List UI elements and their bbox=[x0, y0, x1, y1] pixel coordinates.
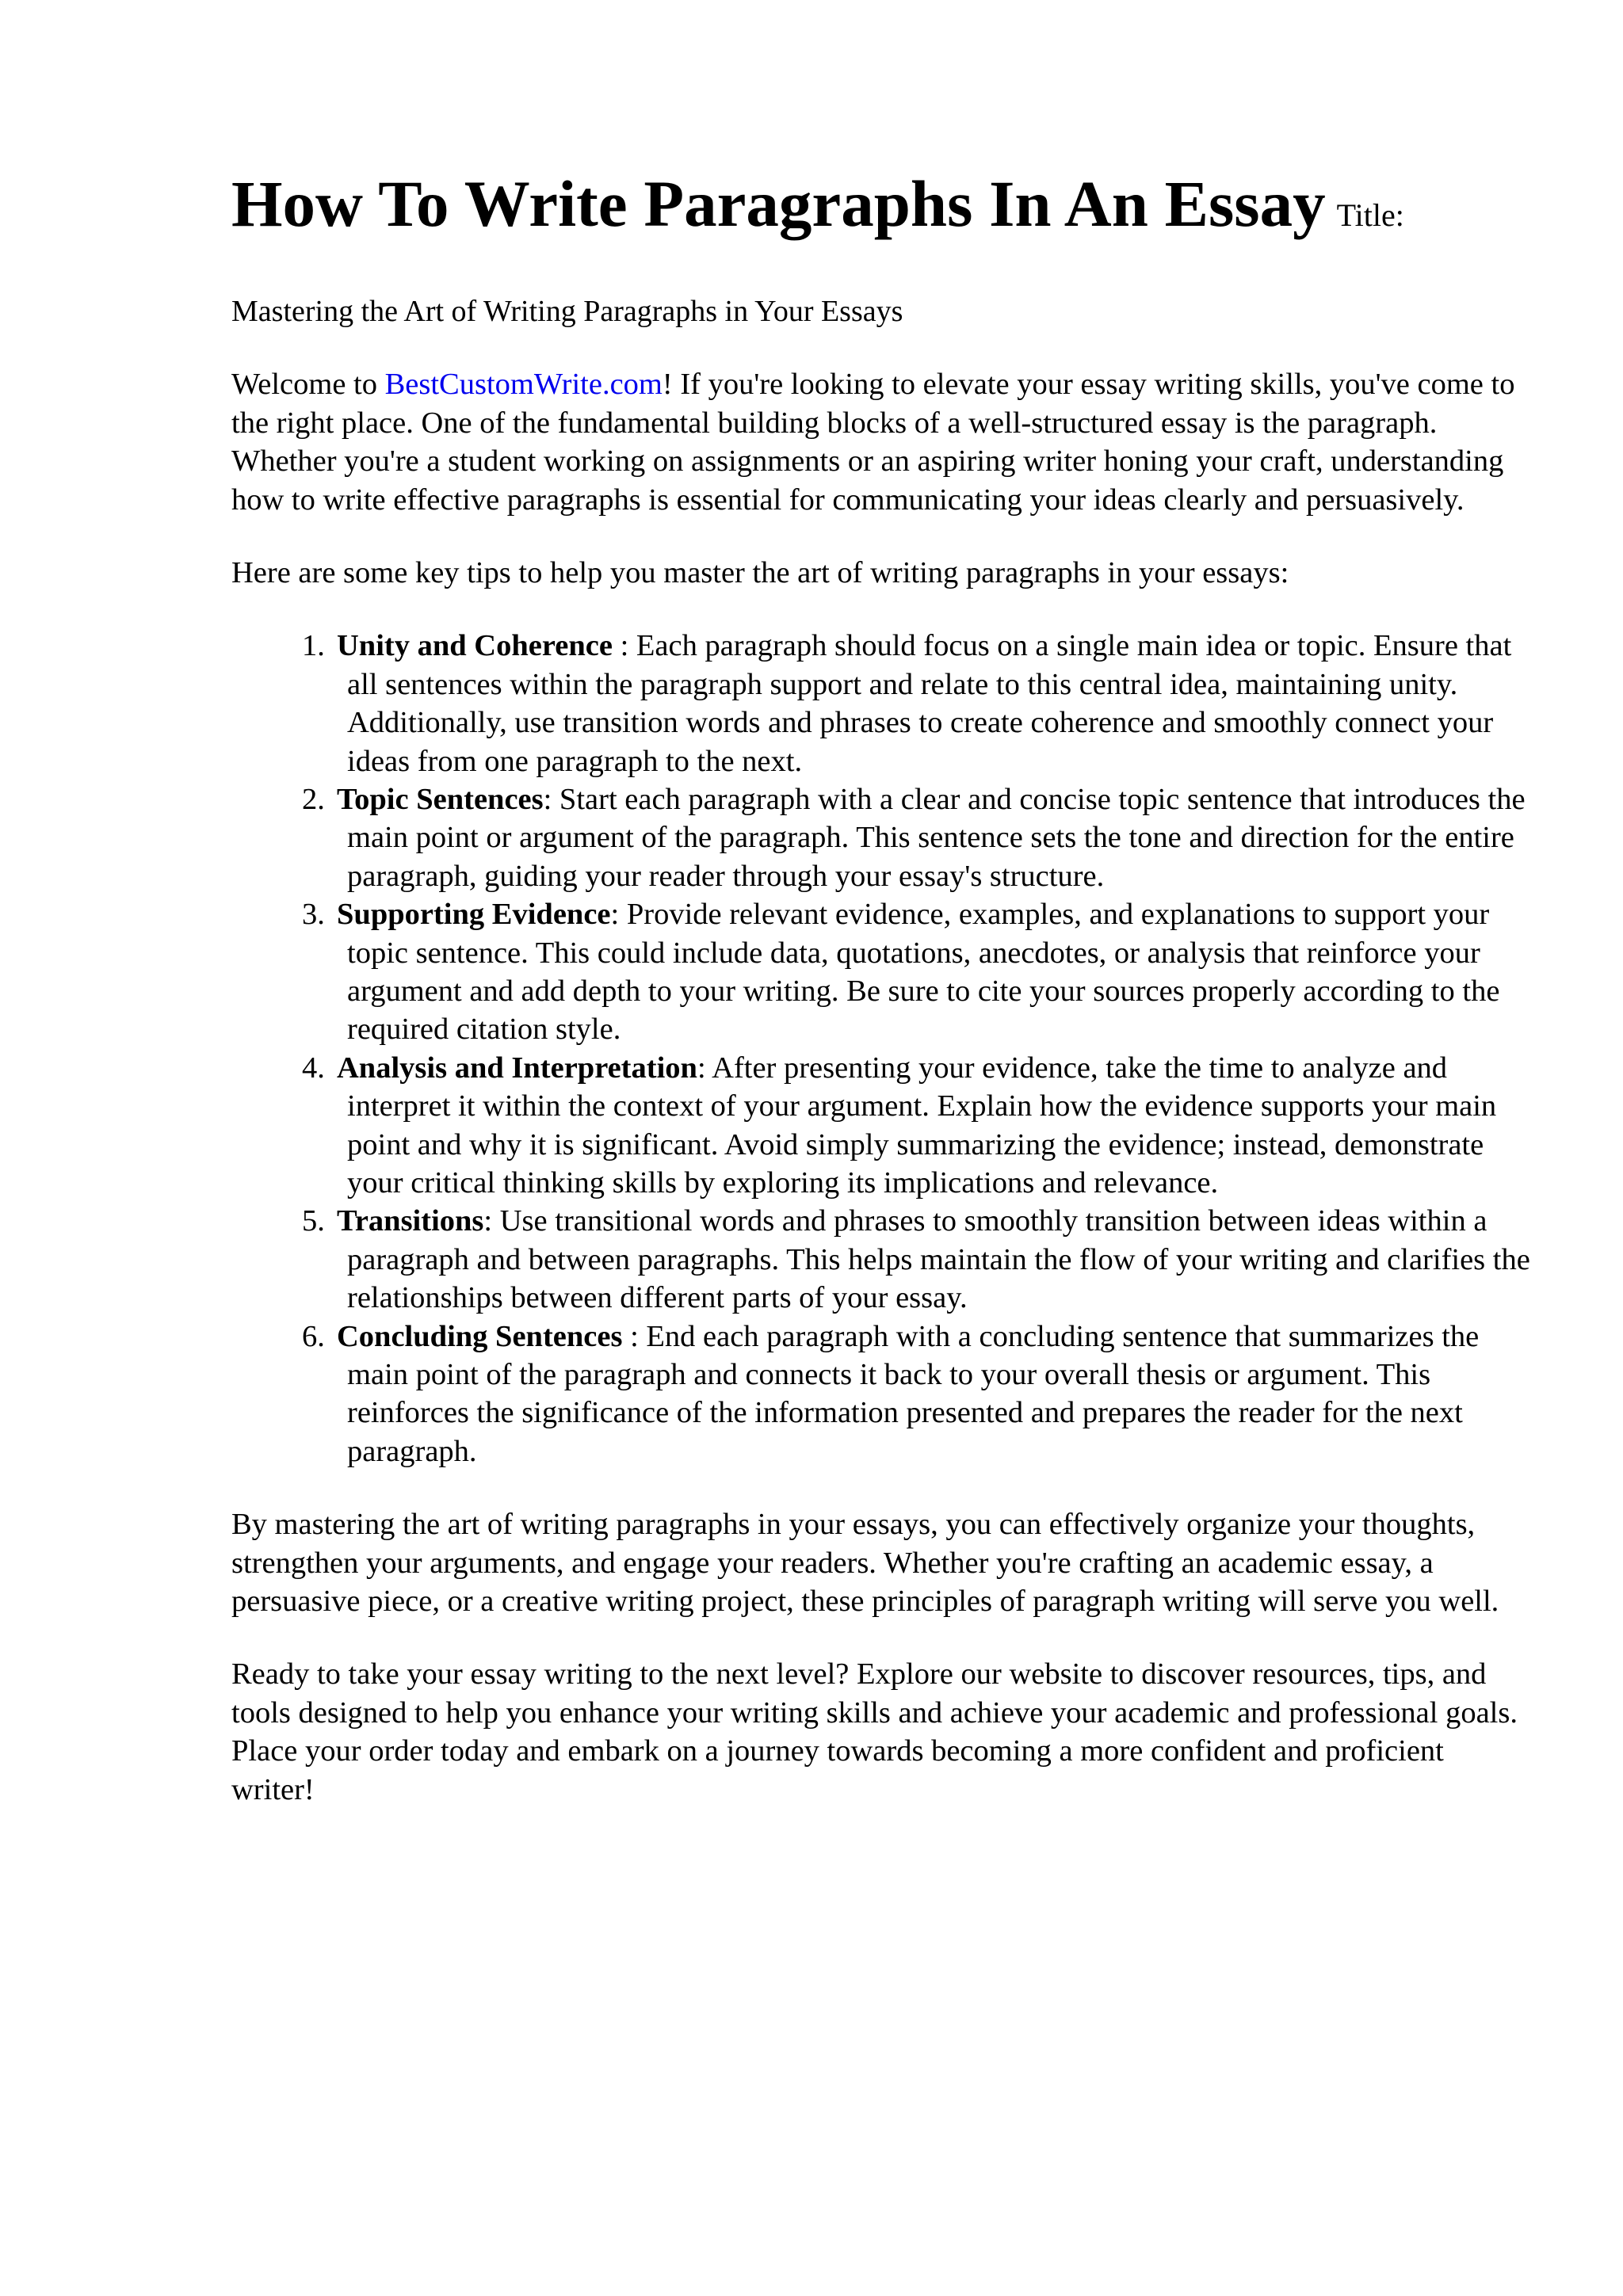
list-item-text: : After presenting your evidence, take the time to analyze and interpret it within the context of your argument. Explain how the evidence supports your main point and why it is significant. Avoid simply summarizing the evidence; instead, demonstrate your critical thinking skills by exploring its implications and relevance. bbox=[347, 1051, 1497, 1200]
intro-paragraph bbox=[231, 365, 1531, 519]
list-item-term: Analysis and Interpretation bbox=[337, 1051, 697, 1085]
list-item-text: : Start each paragraph with a clear and concise topic sentence that introduces the main point or argument of the paragraph. This sentence sets the tone and direction for the entire paragraph, guiding your reader through your essay's structure. bbox=[347, 782, 1526, 893]
list-item bbox=[302, 895, 1531, 1049]
list-item bbox=[302, 1049, 1531, 1203]
list-item bbox=[302, 1202, 1531, 1317]
document-page bbox=[231, 168, 1531, 1809]
intro-rest: ! If you're looking to elevate your essay writing skills, you've come to the right place. One of the fundamental building blocks of a well-structured essay is the paragraph. Whether you're a student working on assignments or an aspiring writer honing your craft, understanding how to write effective paragraphs is essential for communicating your ideas clearly and persuasively. bbox=[231, 368, 1515, 517]
list-item bbox=[302, 780, 1531, 895]
tips-list bbox=[231, 627, 1531, 1470]
tips-lead-in: Here are some key tips to help you master the art of writing paragraphs in your essays: bbox=[231, 555, 1289, 589]
page-title: How To Write Paragraphs In An Essay bbox=[231, 167, 1326, 240]
list-item-text: : End each paragraph with a concluding sentence that summarizes the main point of the paragraph and connects it back to your overall thesis or argument. This reinforces the significance of the information presented and prepares the reader for the next paragraph. bbox=[347, 1319, 1480, 1468]
list-item-term: Topic Sentences bbox=[337, 782, 544, 816]
list-item-text: : Each paragraph should focus on a single main idea or topic. Ensure that all sentences within the paragraph support and relate to this central idea, maintaining unity. Additionally, use transition words and phrases to create coherence and smoothly connect your ideas from one paragraph to the next. bbox=[347, 629, 1512, 778]
list-item-number: 2. bbox=[302, 782, 325, 816]
list-item bbox=[302, 1318, 1531, 1471]
subtitle: Mastering the Art of Writing Paragraphs in Your Essays bbox=[231, 295, 903, 329]
list-item-text: : Use transitional words and phrases to smoothly transition between ideas within a paragraph and between paragraphs. This helps maintain the flow of your writing and clarifies the relationships between different parts of your essay. bbox=[347, 1204, 1530, 1315]
list-item-text: : Provide relevant evidence, examples, and explanations to support your topic sentence. This could include data, quotations, anecdotes, or analysis that reinforce your argument and add depth to your writing. Be sure to cite your sources properly according to the required citation style. bbox=[347, 898, 1500, 1047]
list-item-number: 5. bbox=[302, 1204, 325, 1238]
closing-paragraph: Ready to take your essay writing to the next level? Explore our website to discover resources, tips, and tools designed to help you enhance your writing skills and achieve your academic and professional goals. Place your order today and embark on a journey towards becoming a more confident and proficient writer! bbox=[231, 1657, 1518, 1806]
title-tag: Title: bbox=[1336, 197, 1404, 233]
list-item-term: Transitions bbox=[337, 1204, 484, 1238]
intro-lead: Welcome to bbox=[231, 368, 385, 402]
list-item bbox=[302, 627, 1531, 780]
list-item-term: Unity and Coherence bbox=[337, 629, 613, 663]
list-item-number: 1. bbox=[302, 629, 325, 663]
list-item-term: Concluding Sentences bbox=[337, 1319, 623, 1353]
title-line bbox=[231, 168, 1531, 240]
list-item-number: 6. bbox=[302, 1319, 325, 1353]
list-item-number: 3. bbox=[302, 898, 325, 932]
site-link[interactable]: BestCustomWrite.com bbox=[384, 368, 663, 402]
conclusion-paragraph: By mastering the art of writing paragraphs in your essays, you can effectively organize your thoughts, strengthen your arguments, and engage your readers. Whether you're crafting an academic essay, a persuasive piece, or a creative writing project, these principles of paragraph writing will serve you well. bbox=[231, 1508, 1499, 1619]
list-item-number: 4. bbox=[302, 1051, 325, 1085]
list-item-term: Supporting Evidence bbox=[337, 898, 611, 932]
